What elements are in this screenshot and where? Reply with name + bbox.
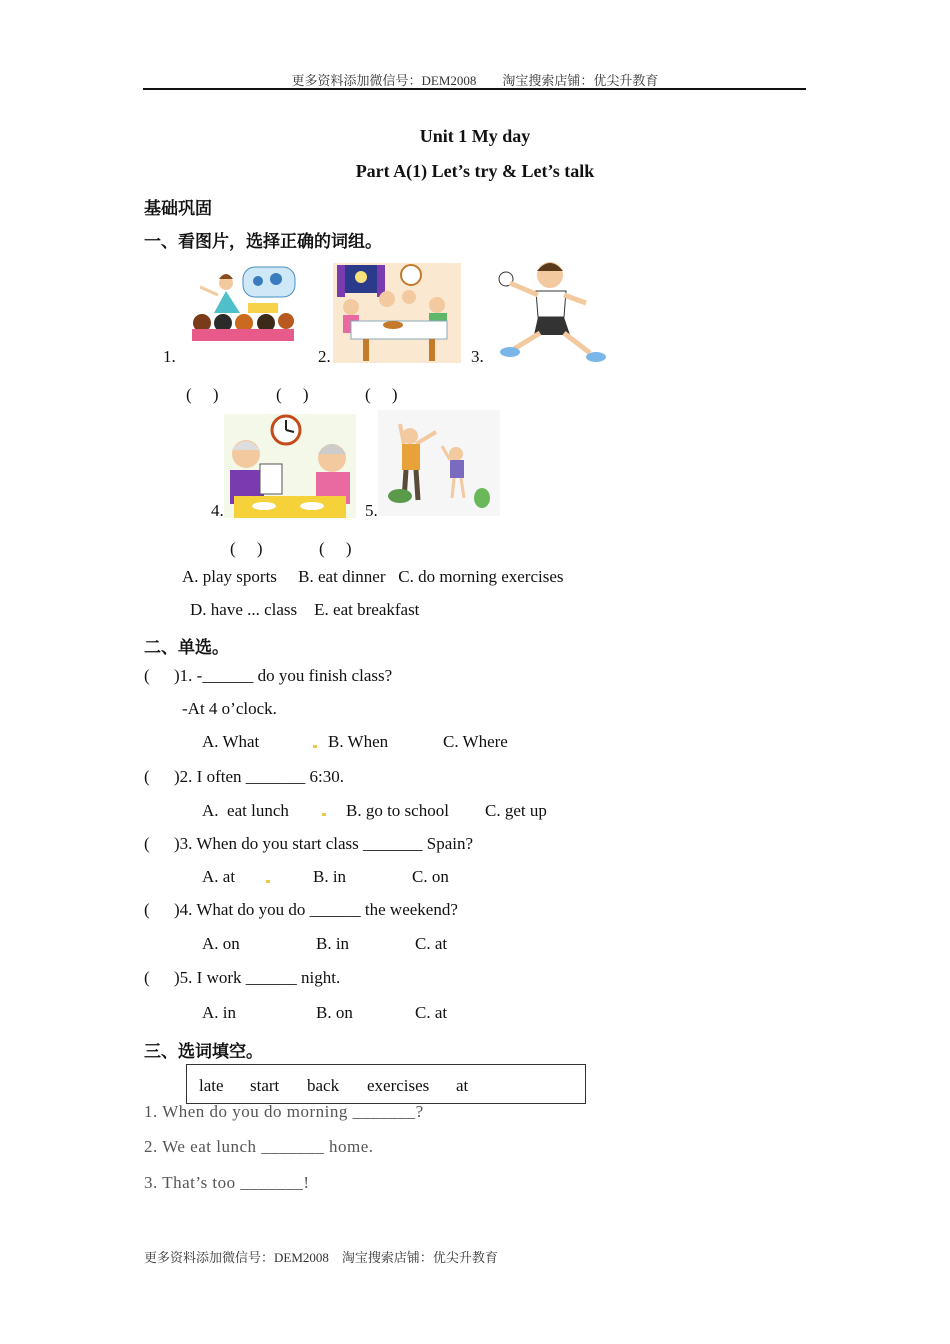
question-1-answer-line: -At 4 o’clock. [182,699,277,718]
breakfast-picture [224,414,356,518]
word-bank-item: start [250,1076,280,1095]
answer-paren-3[interactable]: ( [144,834,150,853]
word-bank-item: exercises [367,1076,430,1095]
unit-title: Unit 1 My day [419,126,531,146]
q3-option-c: C. on [412,867,449,886]
part2-heading: 二、单选。 [144,638,229,658]
page-header: 更多资料添加微信号：DEM2008 淘宝搜索店铺：优尖升教育 [291,73,659,88]
answer-blank-5[interactable]: ( ) [319,539,352,558]
q2-option-b: B. go to school [346,801,449,820]
q4-option-a: A. on [202,934,240,953]
exercise-picture [378,410,500,516]
answer-blank-2[interactable]: ( ) [276,385,309,404]
picture-number-3: 3. [471,347,484,366]
dinner-picture [333,263,461,363]
fill-sentence-2: 2. We eat lunch _______ home. [144,1137,374,1156]
q4-option-b: B. in [316,934,350,953]
options-line-2: D. have ... class E. eat breakfast [190,600,420,619]
word-bank-item: late [199,1076,224,1095]
q1-option-b: B. When [328,732,389,751]
q5-option-b: B. on [316,1003,353,1022]
part3-heading: 三、选词填空。 [144,1042,263,1062]
section-basic-heading: 基础巩固 [144,199,212,219]
image-speck [322,813,326,816]
answer-paren-4[interactable]: ( [144,900,150,919]
answer-blank-3[interactable]: ( ) [365,385,398,404]
picture-number-2: 2. [318,347,331,366]
answer-paren-5[interactable]: ( [144,968,150,987]
picture-number-1: 1. [163,347,176,366]
fill-sentence-3: 3. That’s too _______! [144,1173,310,1192]
question-2: )2. I often _______ 6:30. [174,767,344,786]
header-divider [143,88,806,90]
word-bank-item: at [456,1076,469,1095]
picture-number-4: 4. [211,501,224,520]
q2-option-c: C. get up [485,801,547,820]
picture-number-5: 5. [365,501,378,520]
sports-picture [492,257,612,365]
options-line-1: A. play sports B. eat dinner C. do morning exercises [182,567,564,586]
fill-sentence-1: 1. When do you do morning _______? [144,1102,424,1121]
q3-option-b: B. in [313,867,347,886]
q4-option-c: C. at [415,934,448,953]
answer-blank-4[interactable]: ( ) [230,539,263,558]
part1-heading: 一、看图片，选择正确的词组。 [144,232,382,252]
q3-option-a: A. at [202,867,236,886]
answer-paren-1[interactable]: ( [144,666,150,685]
q1-option-a: A. What [202,732,260,751]
q1-option-c: C. Where [443,732,508,751]
image-speck [313,745,317,748]
question-5: )5. I work ______ night. [174,968,341,987]
q2-option-a: A. eat lunch [202,801,289,820]
question-1: )1. -______ do you finish class? [174,666,393,685]
image-speck [266,880,270,883]
answer-paren-2[interactable]: ( [144,767,150,786]
part-title: Part A(1) Let’s try & Let’s talk [355,161,595,181]
class-picture [188,265,298,343]
q5-option-a: A. in [202,1003,236,1022]
question-3: )3. When do you start class _______ Spain? [174,834,474,853]
question-4: )4. What do you do ______ the weekend? [174,900,458,919]
page-footer: 更多资料添加微信号：DEM2008 淘宝搜索店铺：优尖升教育 [144,1250,498,1265]
q5-option-c: C. at [415,1003,448,1022]
answer-blank-1[interactable]: ( ) [186,385,219,404]
word-bank-item: back [307,1076,340,1095]
